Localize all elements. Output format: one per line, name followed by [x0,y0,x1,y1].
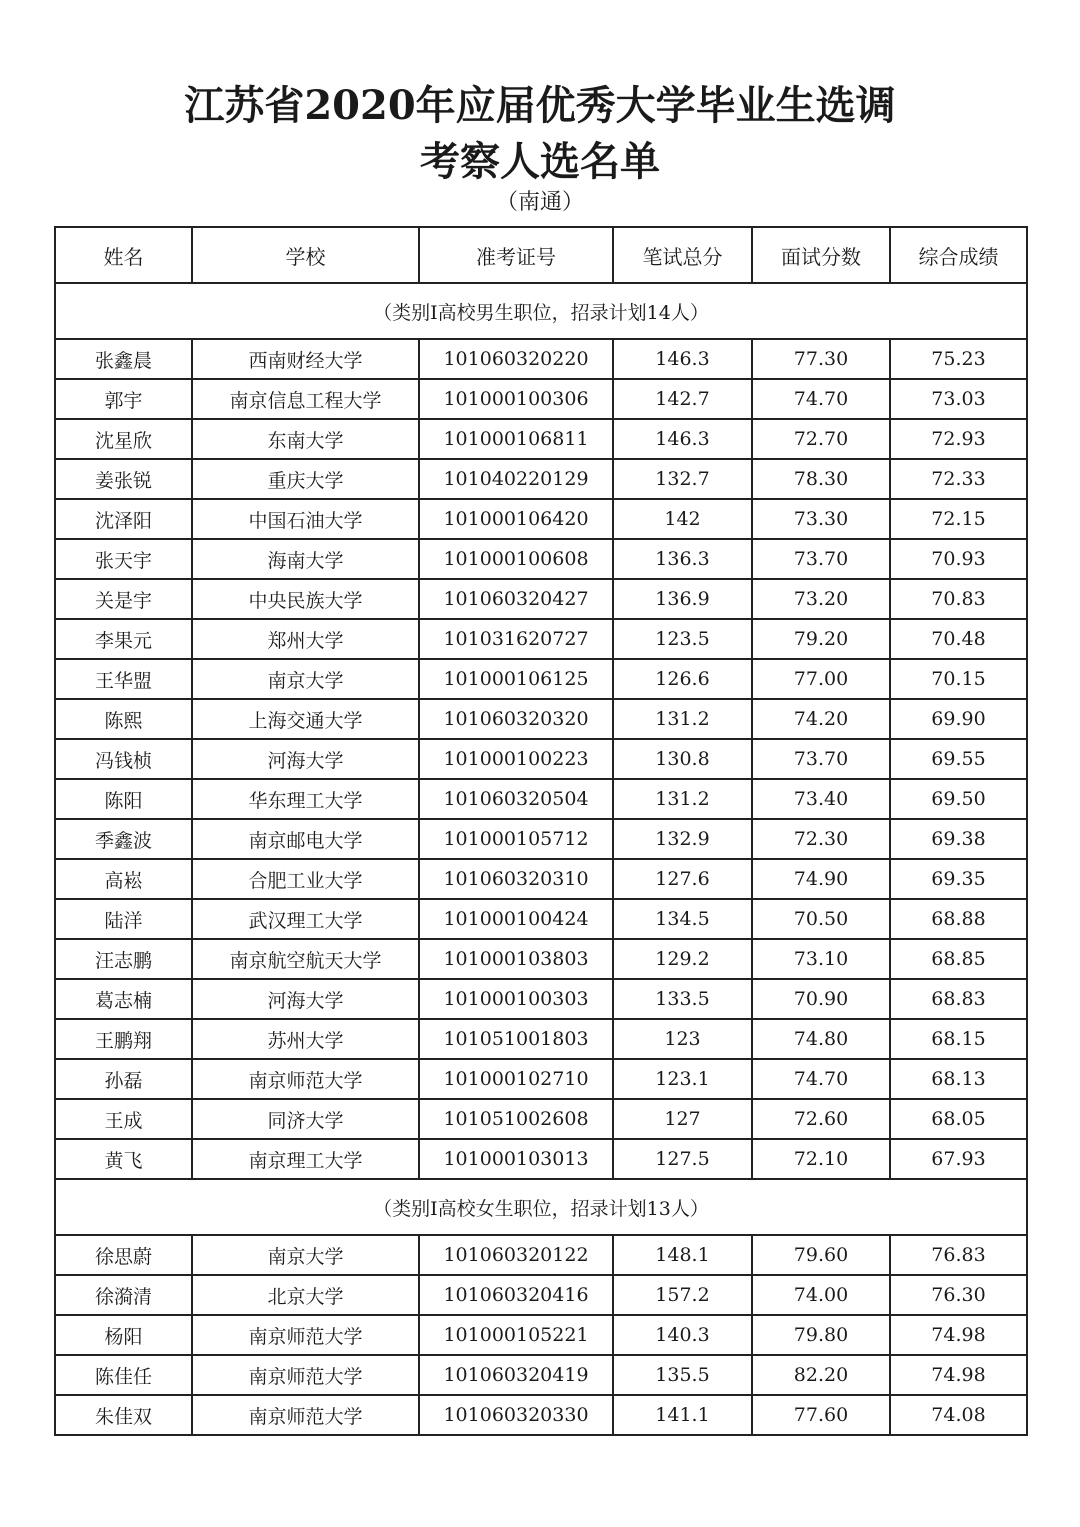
cell-exam-id: 101060320122 [419,1235,613,1275]
table-row [55,1059,1027,1099]
cell-exam-id: 101000105221 [419,1315,613,1355]
cell-exam-id: 101051001803 [419,1019,613,1059]
cell-interview-score: 73.20 [752,579,890,619]
cell-school: 上海交通大学 [192,699,419,739]
cell-written-score: 135.5 [613,1355,752,1395]
cell-total-score: 69.50 [890,779,1027,819]
cell-school: 南京师范大学 [192,1315,419,1355]
table-row [55,459,1027,499]
cell-school: 郑州大学 [192,619,419,659]
cell-total-score: 69.90 [890,699,1027,739]
cell-interview-score: 72.70 [752,419,890,459]
cell-exam-id: 101000100303 [419,979,613,1019]
cell-interview-score: 77.00 [752,659,890,699]
cell-total-score: 68.13 [890,1059,1027,1099]
candidate-table [54,226,1028,1436]
cell-exam-id: 101040220129 [419,459,613,499]
table-row [55,539,1027,579]
section-row [55,283,1027,339]
cell-exam-id: 101060320320 [419,699,613,739]
cell-name: 张天宇 [55,539,192,579]
cell-school: 南京师范大学 [192,1395,419,1435]
table-row [55,739,1027,779]
cell-written-score: 142.7 [613,379,752,419]
cell-interview-score: 73.30 [752,499,890,539]
section-label: （类别I高校男生职位，招录计划14人） [55,283,1027,339]
table-row [55,379,1027,419]
cell-interview-score: 74.20 [752,699,890,739]
cell-exam-id: 101000100608 [419,539,613,579]
cell-name: 孙磊 [55,1059,192,1099]
cell-name: 高崧 [55,859,192,899]
cell-total-score: 69.35 [890,859,1027,899]
cell-name: 徐漪清 [55,1275,192,1315]
header-total-score: 综合成绩 [890,227,1027,283]
cell-total-score: 74.98 [890,1355,1027,1395]
cell-school: 河海大学 [192,979,419,1019]
cell-exam-id: 101060320504 [419,779,613,819]
cell-name: 陈熙 [55,699,192,739]
cell-school: 河海大学 [192,739,419,779]
cell-exam-id: 101060320330 [419,1395,613,1435]
table-row [55,939,1027,979]
cell-exam-id: 101000100223 [419,739,613,779]
cell-total-score: 68.05 [890,1099,1027,1139]
cell-interview-score: 77.60 [752,1395,890,1435]
cell-exam-id: 101000106125 [419,659,613,699]
cell-written-score: 131.2 [613,779,752,819]
cell-interview-score: 72.60 [752,1099,890,1139]
cell-name: 汪志鹏 [55,939,192,979]
cell-name: 姜张锐 [55,459,192,499]
cell-written-score: 136.9 [613,579,752,619]
cell-total-score: 69.38 [890,819,1027,859]
cell-school: 海南大学 [192,539,419,579]
cell-written-score: 126.6 [613,659,752,699]
cell-written-score: 146.3 [613,419,752,459]
header-interview-score: 面试分数 [752,227,890,283]
cell-exam-id: 101060320416 [419,1275,613,1315]
cell-school: 南京邮电大学 [192,819,419,859]
cell-name: 徐思蔚 [55,1235,192,1275]
header-name: 姓名 [55,227,192,283]
cell-interview-score: 79.20 [752,619,890,659]
cell-interview-score: 72.10 [752,1139,890,1179]
cell-total-score: 70.15 [890,659,1027,699]
cell-exam-id: 101000100306 [419,379,613,419]
cell-school: 合肥工业大学 [192,859,419,899]
cell-exam-id: 101051002608 [419,1099,613,1139]
cell-total-score: 72.93 [890,419,1027,459]
table-row [55,1099,1027,1139]
cell-total-score: 68.15 [890,1019,1027,1059]
cell-interview-score: 77.30 [752,339,890,379]
cell-name: 陈佳任 [55,1355,192,1395]
table-row [55,859,1027,899]
cell-exam-id: 101000106811 [419,419,613,459]
cell-exam-id: 101060320310 [419,859,613,899]
cell-total-score: 70.83 [890,579,1027,619]
cell-exam-id: 101000102710 [419,1059,613,1099]
cell-total-score: 75.23 [890,339,1027,379]
cell-name: 李果元 [55,619,192,659]
cell-total-score: 72.33 [890,459,1027,499]
section-label: （类别I高校女生职位，招录计划13人） [55,1179,1027,1235]
table-row [55,619,1027,659]
cell-school: 南京航空航天大学 [192,939,419,979]
cell-written-score: 123 [613,1019,752,1059]
cell-written-score: 142 [613,499,752,539]
cell-total-score: 68.88 [890,899,1027,939]
cell-school: 华东理工大学 [192,779,419,819]
cell-total-score: 70.93 [890,539,1027,579]
cell-school: 同济大学 [192,1099,419,1139]
cell-exam-id: 101000103013 [419,1139,613,1179]
cell-written-score: 132.7 [613,459,752,499]
header-school: 学校 [192,227,419,283]
header-exam-id: 准考证号 [419,227,613,283]
cell-school: 南京信息工程大学 [192,379,419,419]
cell-school: 中央民族大学 [192,579,419,619]
cell-interview-score: 79.80 [752,1315,890,1355]
table-row [55,1275,1027,1315]
table-row [55,1019,1027,1059]
table-row [55,1139,1027,1179]
cell-name: 关是宇 [55,579,192,619]
cell-interview-score: 73.70 [752,739,890,779]
cell-exam-id: 101060320220 [419,339,613,379]
cell-exam-id: 101060320419 [419,1355,613,1395]
cell-name: 沈泽阳 [55,499,192,539]
cell-name: 王华盟 [55,659,192,699]
cell-school: 南京师范大学 [192,1059,419,1099]
cell-interview-score: 82.20 [752,1355,890,1395]
cell-exam-id: 101000105712 [419,819,613,859]
cell-exam-id: 101000106420 [419,499,613,539]
cell-name: 张鑫晨 [55,339,192,379]
cell-interview-score: 79.60 [752,1235,890,1275]
cell-written-score: 141.1 [613,1395,752,1435]
table-row [55,979,1027,1019]
cell-exam-id: 101000100424 [419,899,613,939]
table-row [55,899,1027,939]
cell-written-score: 134.5 [613,899,752,939]
cell-written-score: 129.2 [613,939,752,979]
table-row [55,779,1027,819]
table-row [55,1395,1027,1435]
header-written-score: 笔试总分 [613,227,752,283]
cell-written-score: 146.3 [613,339,752,379]
cell-total-score: 68.83 [890,979,1027,1019]
document-title: 江苏省2020年应届优秀大学毕业生选调 [184,82,896,129]
cell-name: 朱佳双 [55,1395,192,1435]
cell-total-score: 70.48 [890,619,1027,659]
cell-written-score: 136.3 [613,539,752,579]
cell-name: 陈阳 [55,779,192,819]
cell-interview-score: 74.70 [752,1059,890,1099]
cell-name: 陆洋 [55,899,192,939]
cell-school: 北京大学 [192,1275,419,1315]
cell-name: 沈星欣 [55,419,192,459]
cell-interview-score: 70.50 [752,899,890,939]
cell-interview-score: 72.30 [752,819,890,859]
table-row [55,339,1027,379]
cell-interview-score: 74.80 [752,1019,890,1059]
cell-written-score: 148.1 [613,1235,752,1275]
cell-school: 南京大学 [192,1235,419,1275]
cell-total-score: 72.15 [890,499,1027,539]
cell-school: 武汉理工大学 [192,899,419,939]
cell-interview-score: 70.90 [752,979,890,1019]
cell-written-score: 123.5 [613,619,752,659]
cell-name: 郭宇 [55,379,192,419]
table-body [55,283,1027,1435]
cell-total-score: 76.83 [890,1235,1027,1275]
cell-school: 东南大学 [192,419,419,459]
cell-school: 南京师范大学 [192,1355,419,1395]
cell-total-score: 68.85 [890,939,1027,979]
cell-written-score: 130.8 [613,739,752,779]
cell-interview-score: 73.70 [752,539,890,579]
cell-written-score: 133.5 [613,979,752,1019]
cell-total-score: 76.30 [890,1275,1027,1315]
cell-name: 王鹏翔 [55,1019,192,1059]
cell-total-score: 74.98 [890,1315,1027,1355]
table-row [55,819,1027,859]
cell-written-score: 127 [613,1099,752,1139]
table-row [55,699,1027,739]
cell-exam-id: 101000103803 [419,939,613,979]
cell-written-score: 127.5 [613,1139,752,1179]
cell-name: 冯钱桢 [55,739,192,779]
cell-interview-score: 78.30 [752,459,890,499]
cell-school: 重庆大学 [192,459,419,499]
cell-total-score: 73.03 [890,379,1027,419]
cell-school: 南京大学 [192,659,419,699]
cell-written-score: 131.2 [613,699,752,739]
table-row [55,419,1027,459]
cell-interview-score: 74.70 [752,379,890,419]
cell-name: 季鑫波 [55,819,192,859]
section-row [55,1179,1027,1235]
cell-name: 黄飞 [55,1139,192,1179]
cell-total-score: 74.08 [890,1395,1027,1435]
document-title-line2: 考察人选名单 [420,138,660,185]
cell-interview-score: 74.90 [752,859,890,899]
table-row [55,659,1027,699]
cell-interview-score: 73.10 [752,939,890,979]
cell-school: 中国石油大学 [192,499,419,539]
cell-total-score: 67.93 [890,1139,1027,1179]
cell-written-score: 123.1 [613,1059,752,1099]
document-subtitle: （南通） [495,190,584,215]
cell-total-score: 69.55 [890,739,1027,779]
table-row [55,1355,1027,1395]
cell-interview-score: 73.40 [752,779,890,819]
table-row [55,1235,1027,1275]
cell-name: 王成 [55,1099,192,1139]
cell-school: 西南财经大学 [192,339,419,379]
cell-written-score: 127.6 [613,859,752,899]
cell-school: 苏州大学 [192,1019,419,1059]
cell-written-score: 132.9 [613,819,752,859]
document-header [0,80,1080,216]
cell-exam-id: 101031620727 [419,619,613,659]
table-row [55,579,1027,619]
cell-written-score: 157.2 [613,1275,752,1315]
cell-name: 葛志楠 [55,979,192,1019]
cell-exam-id: 101060320427 [419,579,613,619]
table-row [55,499,1027,539]
cell-written-score: 140.3 [613,1315,752,1355]
table-header-row [55,227,1027,283]
table-row [55,1315,1027,1355]
cell-interview-score: 74.00 [752,1275,890,1315]
cell-name: 杨阳 [55,1315,192,1355]
cell-school: 南京理工大学 [192,1139,419,1179]
